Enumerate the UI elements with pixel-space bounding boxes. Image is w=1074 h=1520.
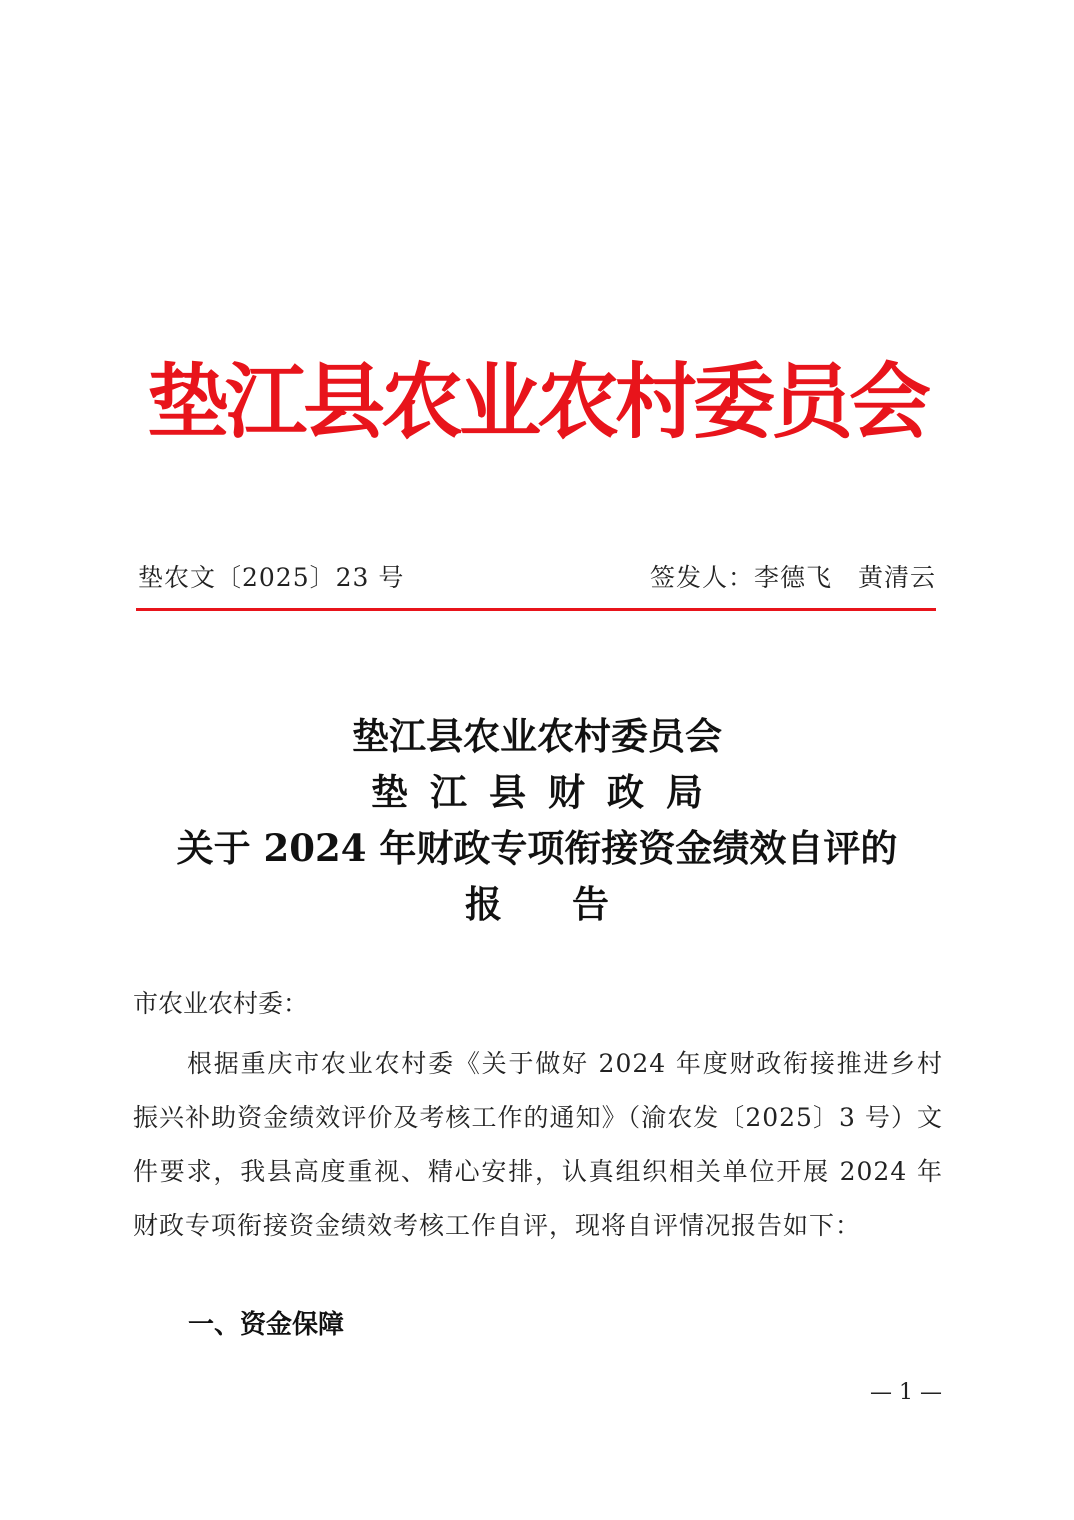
title-line-4: 报告 bbox=[465, 882, 679, 926]
body-paragraph: 根据重庆市农业农村委《关于做好 2024 年度财政衔接推进乡村振兴补助资金绩效评价及考核工作的通知》（渝农发〔2025〕3 号）文件要求，我县高度重视、精心安排，认真组织相关单位开展 2024 年财政专项衔接资金绩效考核工作自评，现将自评情况报告如下： bbox=[133, 1049, 943, 1240]
title-line-1: 垫江县农业农村委员会 bbox=[352, 714, 722, 758]
document-number: 垫农文〔2025〕23 号 bbox=[138, 563, 405, 592]
title-line-2: 垫江县财政局 bbox=[371, 770, 725, 814]
salutation: 市农业农村委： bbox=[133, 989, 309, 1018]
page-number: — 1 — bbox=[870, 1380, 942, 1405]
title-line-3: 关于 2024 年财政专项衔接资金绩效自评的 bbox=[176, 826, 898, 870]
section-heading: 一、资金保障 bbox=[188, 1310, 345, 1340]
signer-line: 签发人：李德飞 黄清云 bbox=[649, 563, 936, 592]
document-title bbox=[0, 708, 1074, 932]
masthead-title: 垫江县农业农村委员会 bbox=[146, 354, 927, 450]
red-divider bbox=[136, 608, 936, 611]
